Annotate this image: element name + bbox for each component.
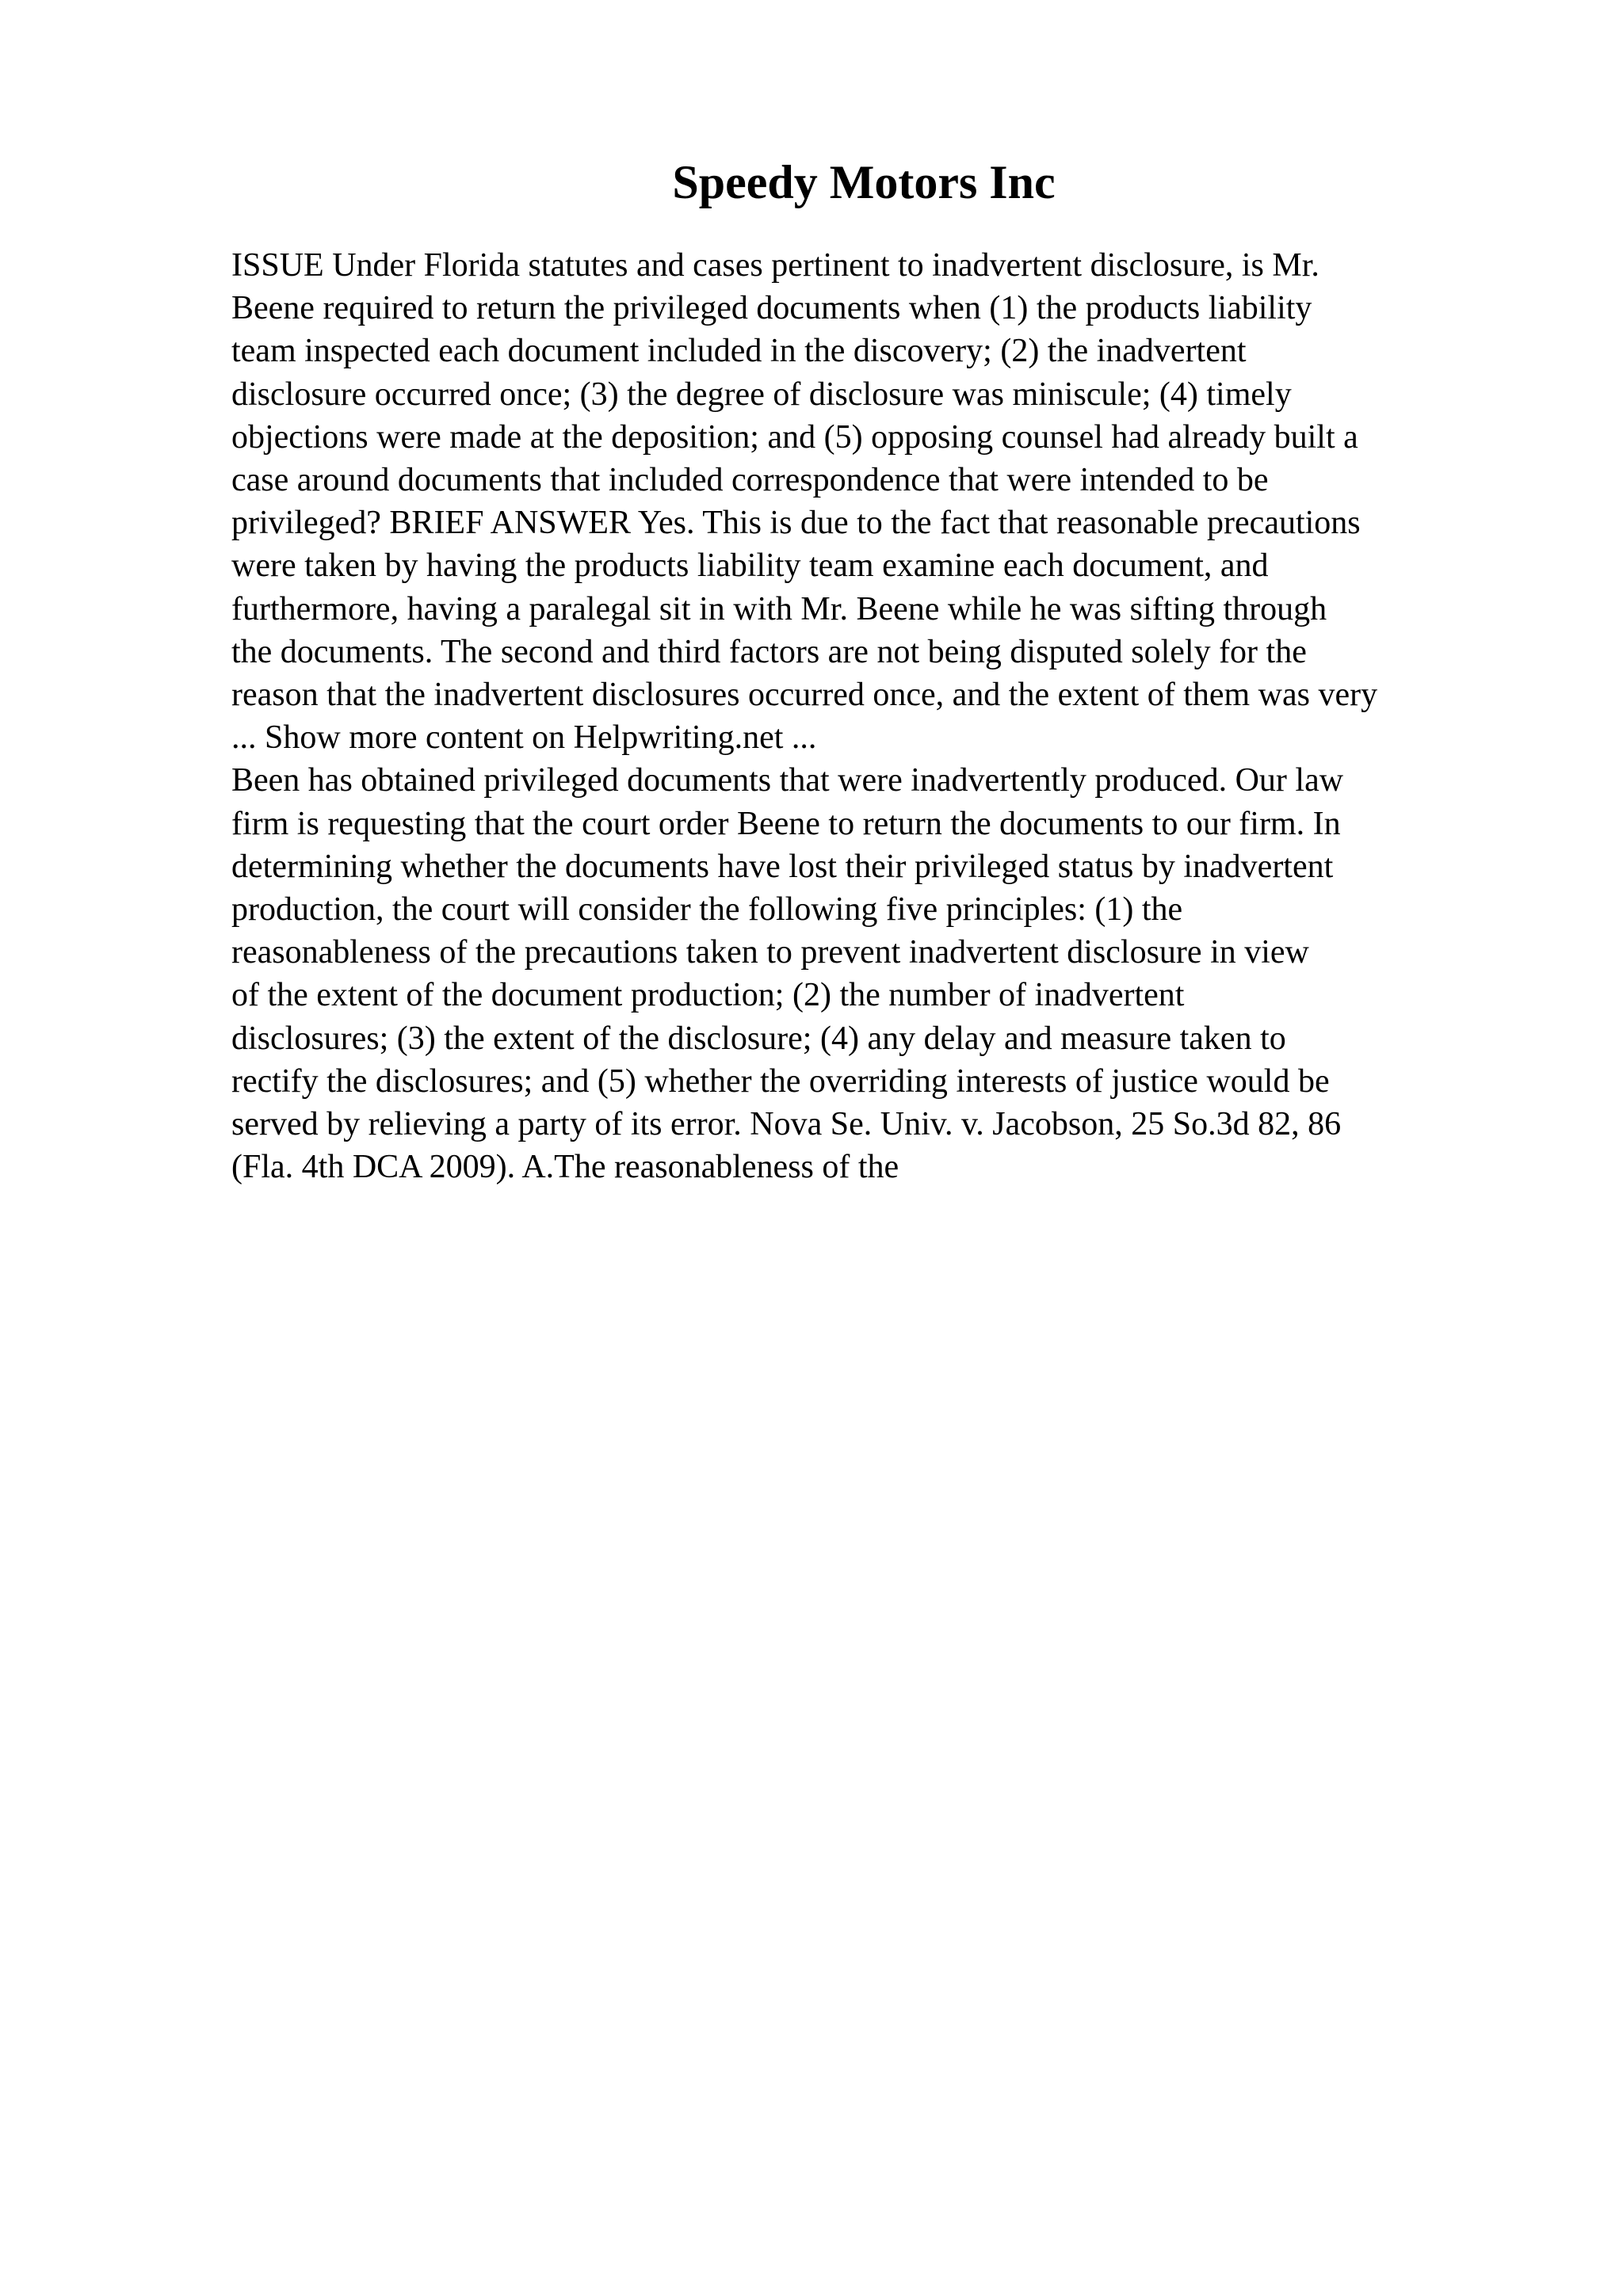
- body-line: team inspected each document included in the discovery; (2) the inadvertent: [231, 333, 1247, 370]
- body-line: ISSUE Under Florida statutes and cases pertinent to inadvertent disclosure, is Mr.: [231, 247, 1319, 284]
- body-line: firm is requesting that the court order Beene to return the documents to our firm. In: [231, 805, 1341, 842]
- body-line: the documents. The second and third factors are not being disputed solely for the: [231, 633, 1307, 670]
- document-title: Speedy Motors Inc: [672, 156, 1056, 208]
- show-more-notice: ... Show more content on Helpwriting.net ...: [231, 719, 817, 757]
- body-line: served by relieving a party of its error. Nova Se. Univ. v. Jacobson, 25 So.3d 82, 86: [231, 1106, 1342, 1143]
- body-line: were taken by having the products liability team examine each document, and: [231, 547, 1269, 585]
- body-line: case around documents that included correspondence that were intended to be: [231, 462, 1269, 499]
- body-line: reasonableness of the precautions taken to prevent inadvertent disclosure in view: [231, 934, 1309, 971]
- body-line: (Fla. 4th DCA 2009). A.The reasonableness of the: [231, 1149, 899, 1186]
- body-line: reason that the inadvertent disclosures occurred once, and the extent of them was very: [231, 677, 1378, 714]
- body-line: furthermore, having a paralegal sit in with Mr. Beene while he was sifting through: [231, 590, 1327, 627]
- body-line: Beene required to return the privileged documents when (1) the products liability: [231, 290, 1312, 327]
- body-line: of the extent of the document production; (2) the number of inadvertent: [231, 977, 1185, 1014]
- body-line: objections were made at the deposition; and (5) opposing counsel had already built a: [231, 418, 1358, 456]
- body-line: rectify the disclosures; and (5) whether the overriding interests of justice would be: [231, 1062, 1330, 1100]
- document-body: [231, 244, 1515, 1188]
- body-line: Been has obtained privileged documents that were inadvertently produced. Our law: [231, 762, 1344, 799]
- body-line: determining whether the documents have lost their privileged status by inadvertent: [231, 848, 1334, 885]
- body-line: privileged? BRIEF ANSWER Yes. This is due to the fact that reasonable precautions: [231, 505, 1361, 542]
- body-line: disclosure occurred once; (3) the degree of disclosure was miniscule; (4) timely: [231, 376, 1292, 413]
- body-line: disclosures; (3) the extent of the disclosure; (4) any delay and measure taken to: [231, 1020, 1286, 1057]
- body-line: production, the court will consider the following five principles: (1) the: [231, 891, 1183, 929]
